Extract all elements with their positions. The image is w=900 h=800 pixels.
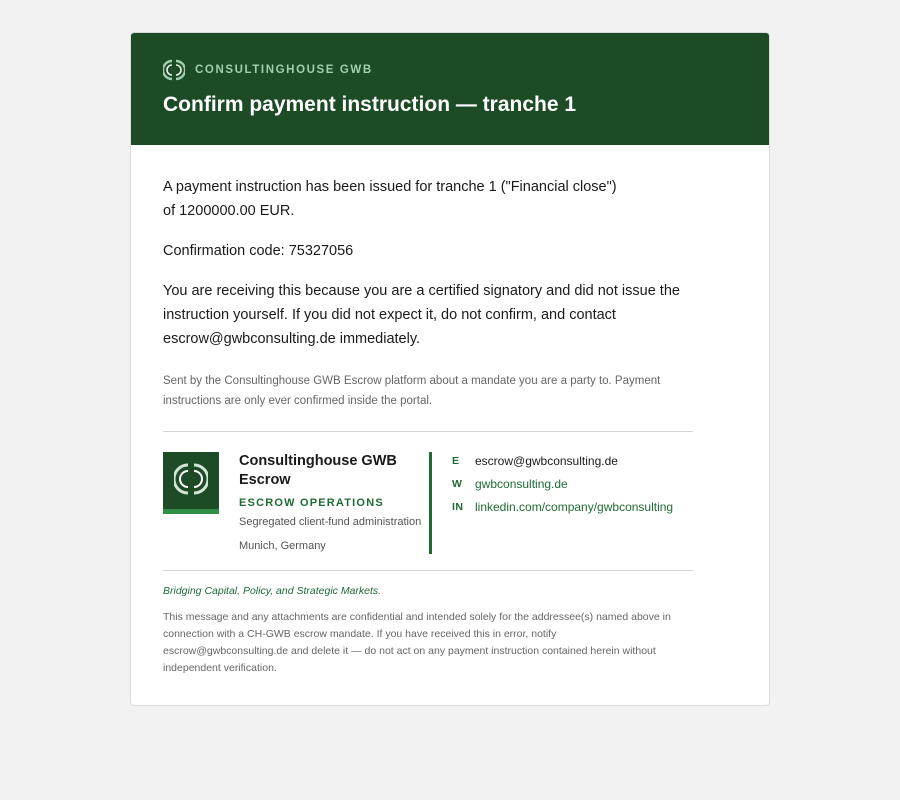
reason-paragraph: You are receiving this because you are a certified signatory and did not issue the instruction yourself. If you did not expect it, do not confirm, and contact escrow@gwbconsulting.de immediately. (163, 283, 680, 347)
website-link[interactable]: gwbconsulting.de (475, 477, 568, 491)
contact-email-value: escrow@gwbconsulting.de (475, 454, 618, 468)
signature-contacts (452, 452, 673, 554)
signature-rule (429, 452, 432, 554)
brand-name: CONSULTINGHOUSE GWB (195, 64, 373, 76)
contact-label: E (452, 455, 460, 467)
contact-web (452, 477, 673, 491)
signature-description: Segregated client-fund administration (239, 516, 422, 528)
gwb-logo-icon (174, 462, 208, 496)
disclaimer: This message and any attachments are confidential and intended solely for the addressee(s) named above in connection with a CH-GWB escrow mandate. If you have received this in error, notify escrow@gwbconsulting.de and delete it — do not act on any payment instruction contained herein without independent verification. (163, 611, 671, 674)
linkedin-link[interactable]: linkedin.com/company/gwbconsulting (475, 500, 674, 514)
signature-logo (163, 452, 219, 514)
brand-row (163, 59, 373, 81)
signature-identity (239, 452, 429, 554)
signature-city: Munich, Germany (239, 540, 326, 552)
instruction-line-2: of 1200000.00 EUR. (163, 203, 295, 219)
logo-stripe (163, 509, 219, 514)
email-signature (163, 432, 693, 570)
signature-company: Consultinghouse GWB Escrow (239, 453, 397, 488)
contact-label: IN (452, 501, 464, 513)
email-title: Confirm payment instruction — tranche 1 (163, 93, 577, 116)
email-card (130, 32, 770, 706)
platform-notice: Sent by the Consultinghouse GWB Escrow platform about a mandate you are a party to. Payment instructions are only ever confirmed inside the portal. (163, 375, 661, 407)
confirmation-code: Confirmation code: 75327056 (163, 243, 354, 259)
email-header (131, 33, 769, 145)
signature-department: ESCROW OPERATIONS (239, 497, 384, 509)
email-body (131, 145, 769, 705)
contact-linkedin (452, 500, 673, 514)
contact-email (452, 454, 673, 468)
instruction-paragraph (163, 175, 737, 223)
divider-bottom (163, 570, 693, 571)
gwb-logo-icon (163, 59, 185, 81)
contact-label: W (452, 478, 463, 490)
tagline: Bridging Capital, Policy, and Strategic Markets. (163, 585, 382, 597)
instruction-line-1: A payment instruction has been issued for tranche 1 ("Financial close") (163, 179, 617, 195)
